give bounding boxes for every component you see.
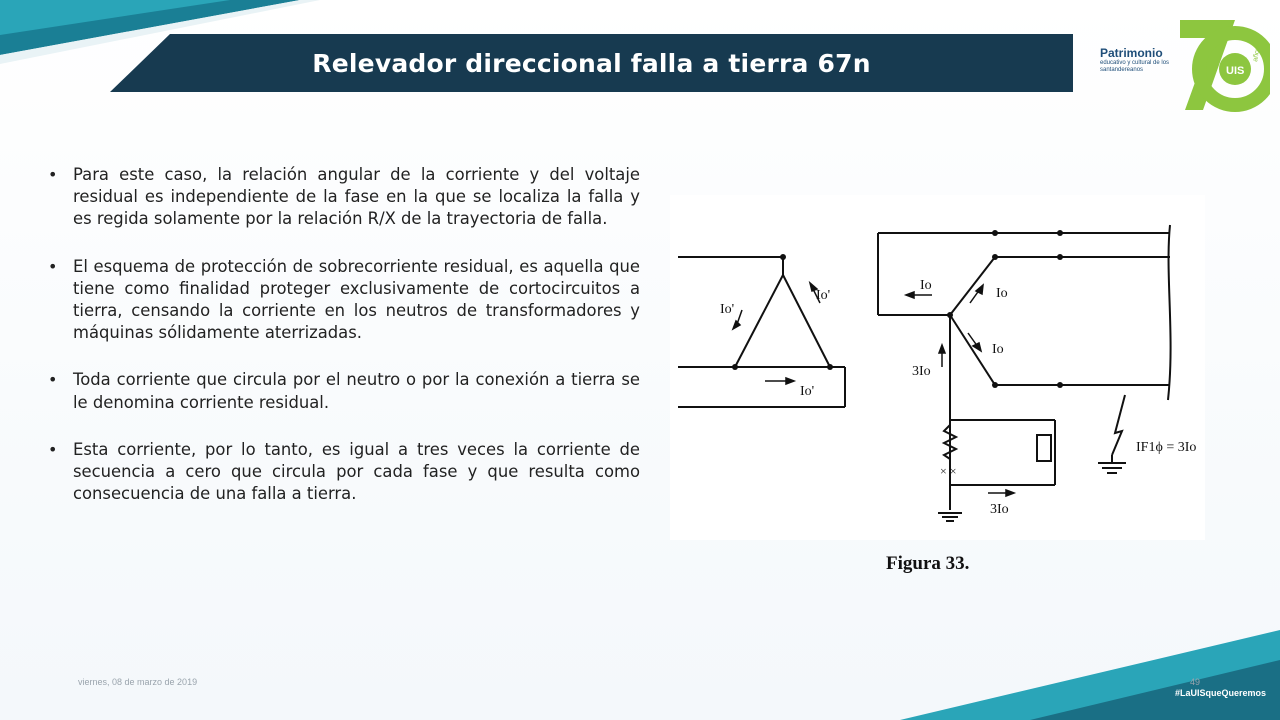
bullet-item: • El esquema de protección de sobrecorriente residual, es aquella que tiene como finalidad proteger exclusivamente de cortocircuitos a tierra, censando la corriente en los neutros de transformadores y máquinas sólidamente aterrizadas. <box>48 256 640 343</box>
bullet-text: El esquema de protección de sobrecorriente residual, es aquella que tiene como finalidad proteger exclusivamente de cortocircuitos a tierra, censando la corriente en los neutros de transformadores y máquinas sólidamente aterrizadas. <box>73 256 640 343</box>
page-number: 49 <box>1190 677 1201 687</box>
footer-date: viernes, 08 de marzo de 2019 <box>78 677 198 687</box>
bullet-text: Toda corriente que circula por el neutro o por la conexión a tierra se le denomina corriente residual. <box>73 370 640 412</box>
circuit-figure <box>670 195 1205 540</box>
label-io-prime-right: Io' <box>816 288 831 303</box>
label-io-prime-bottom: Io' <box>800 384 815 399</box>
logo-suffix: años <box>1252 46 1262 63</box>
bullet-item: • Toda corriente que circula por el neutro o por la conexión a tierra se le denomina corriente residual. <box>48 370 640 412</box>
bullet-list <box>48 164 640 530</box>
bullet-text: Esta corriente, por lo tanto, es igual a tres veces la corriente de secuencia a cero que circula por cada fase y que resulta como consecuencia de una falla a tierra. <box>73 439 640 504</box>
slide-title: Relevador direccional falla a tierra 67n <box>312 48 871 78</box>
bullet-item: • Esta corriente, por lo tanto, es igual a tres veces la corriente de secuencia a cero que circula por cada fase y que resulta como consecuencia de una falla a tierra. <box>48 439 640 504</box>
label-io-1: Io <box>920 278 932 293</box>
figure-caption: Figura 33. <box>886 553 970 574</box>
bullet-item: • Para este caso, la relación angular de la corriente y del voltaje residual es independiente de la fase en la que se localiza la falla y es regida solamente por la relación R/X de la trayectoria de falla. <box>48 165 640 229</box>
label-io-3: Io <box>992 342 1004 357</box>
label-x-marks: × × <box>940 464 957 478</box>
label-fault-current: IF1ϕ = 3Io <box>1136 440 1197 455</box>
logo-line2: educativo y cultural de los santandereanos <box>1100 60 1170 73</box>
logo-badge: UIS <box>1226 65 1245 77</box>
hashtag: #LaUISqueQueremos <box>1175 688 1267 698</box>
label-3io-bottom: 3Io <box>990 502 1009 517</box>
label-3io-vertical: 3Io <box>912 364 931 379</box>
bottom-right-decoration <box>880 610 1280 720</box>
bullet-text: Para este caso, la relación angular de la corriente y del voltaje residual es independiente de la fase en la que se localiza la falla y es regida solamente por la relación R/X de la trayectoria de falla. <box>73 165 640 229</box>
label-io-prime-left: Io' <box>720 302 735 317</box>
logo-line1: Patrimonio <box>1100 46 1163 60</box>
logo-text <box>1100 46 1180 74</box>
label-io-2: Io <box>996 286 1008 301</box>
